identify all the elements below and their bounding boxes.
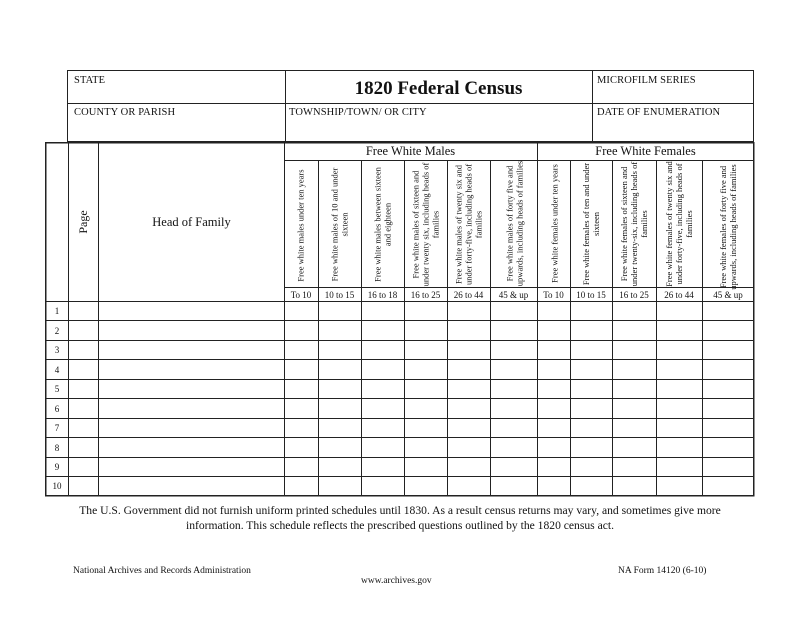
range-label: To 10 xyxy=(543,289,564,300)
column-header-males-26-to-44: Free white males of twenty six and under forty-five, including heads of families xyxy=(453,163,483,286)
schedule-note: The U.S. Government did not furnish uniform printed schedules until 1830. As a result census returns may vary, and sometimes give more information. This schedule reflects the prescribed questions outlined by the 1820 census act. xyxy=(79,504,721,532)
range-label: 26 to 44 xyxy=(664,289,694,300)
state-field[interactable]: STATE xyxy=(74,75,106,86)
microfilm-series-field[interactable]: MICROFILM SERIES xyxy=(597,75,696,86)
county-field[interactable]: COUNTY OR PARISH xyxy=(74,107,176,118)
footer-website[interactable]: www.archives.gov xyxy=(361,576,432,586)
row-number: 1 xyxy=(54,306,60,316)
range-label: To 10 xyxy=(290,289,312,300)
row-number: 4 xyxy=(54,364,60,375)
form-title: 1820 Federal Census xyxy=(354,78,523,99)
range-label: 45 & up xyxy=(713,289,743,300)
range-label: 10 to 15 xyxy=(324,289,355,300)
females-group-header: Free White Females xyxy=(595,144,696,158)
column-header-males-45-up: Free white males of forty five and upwards, including heads of families xyxy=(504,160,524,287)
row-number: 3 xyxy=(54,345,60,355)
column-header-males-16-to-25: Free white males of sixteen and under twenty six, including heads of families xyxy=(410,162,440,287)
column-header-males-16-to-18: Free white males between sixteen and eighteen xyxy=(372,167,392,282)
row-number: 6 xyxy=(54,403,60,414)
head-of-family-column-header: Head of Family xyxy=(152,214,231,229)
column-header-males-under-10: Free white males under ten years xyxy=(295,169,305,282)
date-of-enumeration-field[interactable]: DATE OF ENUMERATION xyxy=(597,107,721,118)
row-number: 5 xyxy=(54,384,60,394)
row-number: 8 xyxy=(54,442,60,453)
row-number: 9 xyxy=(54,462,60,472)
column-header-females-26-to-44: Free white females of twenty six and under forty-five, including heads of families xyxy=(664,161,694,287)
column-header-females-under-10: Free white females under ten years xyxy=(549,164,559,283)
column-header-males-10-to-15: Free white males of 10 and under sixteen xyxy=(329,167,349,282)
footer-form-number: NA Form 14120 (6-10) xyxy=(618,566,707,576)
page-column-header: Page xyxy=(76,210,90,234)
range-label: 16 to 18 xyxy=(367,289,398,300)
row-number: 10 xyxy=(52,481,62,491)
males-group-header: Free White Males xyxy=(365,144,456,158)
range-label: 16 to 25 xyxy=(410,289,441,300)
range-label: 45 & up xyxy=(498,289,529,300)
footer-agency: National Archives and Records Administration xyxy=(73,566,251,576)
range-label: 10 to 15 xyxy=(576,289,606,300)
range-label: 26 to 44 xyxy=(453,289,484,300)
column-header-females-10-to-15: Free white females of ten and under sixteen xyxy=(581,162,601,286)
range-label: 16 to 25 xyxy=(619,289,649,300)
column-header-females-45-up: Free white females of forty five and upwards, including heads of families xyxy=(718,164,738,290)
row-number: 2 xyxy=(54,325,60,336)
column-header-females-16-to-25: Free white females of sixteen and under twenty-six, including heads of families xyxy=(619,161,649,287)
township-field[interactable]: TOWNSHIP/TOWN/ OR CITY xyxy=(289,107,427,118)
row-number: 7 xyxy=(54,423,60,433)
